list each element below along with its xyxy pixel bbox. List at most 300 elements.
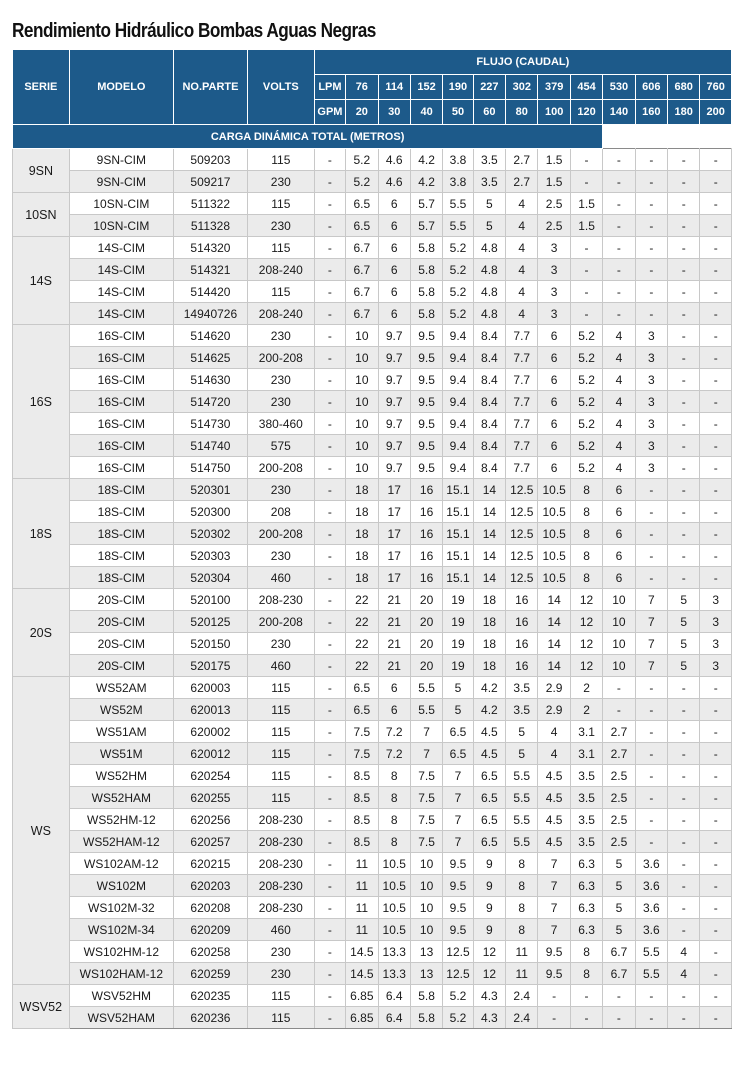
no-parte-cell: 509217 bbox=[174, 171, 248, 193]
flow-760-cell: - bbox=[700, 765, 732, 787]
flow-454-cell: - bbox=[570, 237, 602, 259]
flow-379-cell: 7 bbox=[538, 919, 570, 941]
table-row bbox=[13, 809, 732, 831]
volts-cell: 208-230 bbox=[247, 831, 314, 853]
flow-302-cell: 5.5 bbox=[506, 787, 538, 809]
flow-114-cell: 6 bbox=[378, 303, 410, 325]
flow-lpm-cell: - bbox=[314, 787, 345, 809]
flow-454-cell: 12 bbox=[570, 655, 602, 677]
no-parte-cell: 620208 bbox=[174, 897, 248, 919]
flow-760-cell: - bbox=[700, 171, 732, 193]
flow-227-cell: 4.3 bbox=[473, 985, 505, 1007]
flow-152-cell: 10 bbox=[410, 919, 442, 941]
flow-379-cell: 4.5 bbox=[538, 787, 570, 809]
flow-227-cell: 8.4 bbox=[473, 457, 505, 479]
flow-302-cell: 7.7 bbox=[506, 369, 538, 391]
no-parte-cell: 520301 bbox=[174, 479, 248, 501]
modelo-cell: 18S-CIM bbox=[69, 501, 173, 523]
flow-606-cell: - bbox=[635, 1007, 667, 1029]
flow-lpm-cell: - bbox=[314, 413, 345, 435]
flow-114-cell: 21 bbox=[378, 655, 410, 677]
flow-227-cell: 12 bbox=[473, 941, 505, 963]
modelo-cell: 9SN-CIM bbox=[69, 171, 173, 193]
table-row bbox=[13, 303, 732, 325]
table-row bbox=[13, 237, 732, 259]
flow-227-cell: 4.8 bbox=[473, 237, 505, 259]
flow-152-cell: 7.5 bbox=[410, 831, 442, 853]
flow-606-cell: 7 bbox=[635, 655, 667, 677]
flow-152-cell: 7.5 bbox=[410, 809, 442, 831]
flow-606-cell: 7 bbox=[635, 633, 667, 655]
modelo-cell: 18S-CIM bbox=[69, 545, 173, 567]
flow-530-cell: - bbox=[603, 149, 635, 171]
flow-530-cell: 4 bbox=[603, 369, 635, 391]
flow-lpm-cell: - bbox=[314, 479, 345, 501]
header-gpm-value: 160 bbox=[635, 100, 667, 125]
flow-530-cell: 10 bbox=[603, 655, 635, 677]
flow-680-cell: - bbox=[668, 897, 700, 919]
flow-760-cell: - bbox=[700, 809, 732, 831]
flow-227-cell: 8.4 bbox=[473, 347, 505, 369]
modelo-cell: 20S-CIM bbox=[69, 633, 173, 655]
no-parte-cell: 620002 bbox=[174, 721, 248, 743]
table-row bbox=[13, 479, 732, 501]
flow-302-cell: 12.5 bbox=[506, 545, 538, 567]
flow-379-cell: 10.5 bbox=[538, 501, 570, 523]
flow-454-cell: - bbox=[570, 303, 602, 325]
flow-530-cell: 5 bbox=[603, 853, 635, 875]
flow-lpm-cell: - bbox=[314, 743, 345, 765]
flow-114-cell: 21 bbox=[378, 611, 410, 633]
flow-606-cell: - bbox=[635, 809, 667, 831]
flow-760-cell: - bbox=[700, 391, 732, 413]
flow-lpm-cell: - bbox=[314, 523, 345, 545]
flow-454-cell: - bbox=[570, 985, 602, 1007]
table-row bbox=[13, 875, 732, 897]
modelo-cell: WS52HAM-12 bbox=[69, 831, 173, 853]
volts-cell: 208-230 bbox=[247, 897, 314, 919]
flow-227-cell: 6.5 bbox=[473, 787, 505, 809]
modelo-cell: WS51AM bbox=[69, 721, 173, 743]
flow-760-cell: - bbox=[700, 897, 732, 919]
flow-379-cell: 2.5 bbox=[538, 215, 570, 237]
flow-152-cell: 16 bbox=[410, 545, 442, 567]
flow-680-cell: - bbox=[668, 501, 700, 523]
flow-302-cell: 4 bbox=[506, 259, 538, 281]
flow-227-cell: 5 bbox=[473, 215, 505, 237]
flow-606-cell: - bbox=[635, 985, 667, 1007]
flow-606-cell: 3 bbox=[635, 391, 667, 413]
flow-114-cell: 21 bbox=[378, 589, 410, 611]
flow-680-cell: 4 bbox=[668, 963, 700, 985]
flow-530-cell: 6 bbox=[603, 567, 635, 589]
flow-76-cell: 10 bbox=[346, 435, 378, 457]
table-row bbox=[13, 391, 732, 413]
modelo-cell: 10SN-CIM bbox=[69, 215, 173, 237]
flow-454-cell: 3.1 bbox=[570, 721, 602, 743]
table-row bbox=[13, 369, 732, 391]
flow-680-cell: 5 bbox=[668, 611, 700, 633]
volts-cell: 380-460 bbox=[247, 413, 314, 435]
flow-lpm-cell: - bbox=[314, 391, 345, 413]
flow-190-cell: 19 bbox=[443, 589, 473, 611]
flow-760-cell: - bbox=[700, 479, 732, 501]
volts-cell: 230 bbox=[247, 941, 314, 963]
no-parte-cell: 514620 bbox=[174, 325, 248, 347]
table-row bbox=[13, 589, 732, 611]
header-serie: SERIE bbox=[13, 50, 70, 125]
modelo-cell: WS52M bbox=[69, 699, 173, 721]
flow-606-cell: - bbox=[635, 677, 667, 699]
table-row bbox=[13, 1007, 732, 1029]
flow-227-cell: 4.8 bbox=[473, 303, 505, 325]
flow-76-cell: 18 bbox=[346, 567, 378, 589]
flow-379-cell: 10.5 bbox=[538, 479, 570, 501]
volts-cell: 115 bbox=[247, 1007, 314, 1029]
flow-606-cell: 3.6 bbox=[635, 875, 667, 897]
flow-302-cell: 7.7 bbox=[506, 347, 538, 369]
flow-379-cell: 3 bbox=[538, 281, 570, 303]
flow-680-cell: - bbox=[668, 677, 700, 699]
flow-190-cell: 9.5 bbox=[443, 897, 473, 919]
flow-114-cell: 10.5 bbox=[378, 897, 410, 919]
flow-152-cell: 9.5 bbox=[410, 391, 442, 413]
volts-cell: 208-230 bbox=[247, 875, 314, 897]
flow-760-cell: - bbox=[700, 721, 732, 743]
flow-227-cell: 12 bbox=[473, 963, 505, 985]
modelo-cell: 16S-CIM bbox=[69, 369, 173, 391]
volts-cell: 208-230 bbox=[247, 589, 314, 611]
flow-454-cell: 2 bbox=[570, 699, 602, 721]
flow-379-cell: 6 bbox=[538, 325, 570, 347]
flow-379-cell: 4.5 bbox=[538, 831, 570, 853]
flow-114-cell: 17 bbox=[378, 567, 410, 589]
header-lpm-value: 227 bbox=[473, 75, 505, 100]
modelo-cell: 16S-CIM bbox=[69, 413, 173, 435]
serie-cell: 9SN bbox=[13, 149, 70, 193]
flow-680-cell: - bbox=[668, 743, 700, 765]
flow-379-cell: 7 bbox=[538, 897, 570, 919]
flow-530-cell: - bbox=[603, 171, 635, 193]
serie-cell: WS bbox=[13, 677, 70, 985]
flow-379-cell: 7 bbox=[538, 853, 570, 875]
flow-76-cell: 14.5 bbox=[346, 963, 378, 985]
modelo-cell: 16S-CIM bbox=[69, 391, 173, 413]
flow-190-cell: 15.1 bbox=[443, 545, 473, 567]
flow-lpm-cell: - bbox=[314, 193, 345, 215]
flow-114-cell: 17 bbox=[378, 479, 410, 501]
volts-cell: 230 bbox=[247, 633, 314, 655]
flow-190-cell: 7 bbox=[443, 809, 473, 831]
flow-152-cell: 4.2 bbox=[410, 149, 442, 171]
flow-760-cell: - bbox=[700, 985, 732, 1007]
flow-227-cell: 3.5 bbox=[473, 171, 505, 193]
flow-152-cell: 5.8 bbox=[410, 259, 442, 281]
modelo-cell: WS102M bbox=[69, 875, 173, 897]
flow-680-cell: - bbox=[668, 523, 700, 545]
volts-cell: 208-230 bbox=[247, 853, 314, 875]
flow-379-cell: 3 bbox=[538, 259, 570, 281]
flow-227-cell: 6.5 bbox=[473, 809, 505, 831]
flow-530-cell: - bbox=[603, 237, 635, 259]
flow-530-cell: 10 bbox=[603, 589, 635, 611]
flow-76-cell: 10 bbox=[346, 369, 378, 391]
serie-cell: 14S bbox=[13, 237, 70, 325]
serie-cell: 16S bbox=[13, 325, 70, 479]
flow-530-cell: - bbox=[603, 985, 635, 1007]
flow-760-cell: - bbox=[700, 743, 732, 765]
volts-cell: 460 bbox=[247, 655, 314, 677]
flow-302-cell: 7.7 bbox=[506, 457, 538, 479]
flow-190-cell: 15.1 bbox=[443, 479, 473, 501]
flow-530-cell: 6 bbox=[603, 545, 635, 567]
flow-152-cell: 9.5 bbox=[410, 413, 442, 435]
flow-190-cell: 9.5 bbox=[443, 919, 473, 941]
flow-lpm-cell: - bbox=[314, 677, 345, 699]
flow-190-cell: 9.4 bbox=[443, 391, 473, 413]
volts-cell: 230 bbox=[247, 479, 314, 501]
flow-lpm-cell: - bbox=[314, 435, 345, 457]
flow-680-cell: - bbox=[668, 721, 700, 743]
flow-190-cell: 5.2 bbox=[443, 985, 473, 1007]
flow-379-cell: 10.5 bbox=[538, 567, 570, 589]
flow-152-cell: 20 bbox=[410, 611, 442, 633]
flow-lpm-cell: - bbox=[314, 897, 345, 919]
no-parte-cell: 514320 bbox=[174, 237, 248, 259]
flow-76-cell: 6.5 bbox=[346, 699, 378, 721]
flow-114-cell: 6 bbox=[378, 237, 410, 259]
flow-lpm-cell: - bbox=[314, 545, 345, 567]
flow-454-cell: 3.5 bbox=[570, 809, 602, 831]
flow-190-cell: 7 bbox=[443, 765, 473, 787]
flow-lpm-cell: - bbox=[314, 765, 345, 787]
flow-760-cell: - bbox=[700, 193, 732, 215]
flow-lpm-cell: - bbox=[314, 1007, 345, 1029]
flow-680-cell: - bbox=[668, 765, 700, 787]
flow-454-cell: 8 bbox=[570, 501, 602, 523]
flow-227-cell: 8.4 bbox=[473, 391, 505, 413]
flow-302-cell: 5 bbox=[506, 743, 538, 765]
flow-76-cell: 22 bbox=[346, 633, 378, 655]
flow-302-cell: 11 bbox=[506, 941, 538, 963]
flow-680-cell: - bbox=[668, 193, 700, 215]
header-gpm-value: 100 bbox=[538, 100, 570, 125]
flow-lpm-cell: - bbox=[314, 215, 345, 237]
modelo-cell: 16S-CIM bbox=[69, 347, 173, 369]
flow-606-cell: - bbox=[635, 721, 667, 743]
flow-227-cell: 14 bbox=[473, 523, 505, 545]
no-parte-cell: 620203 bbox=[174, 875, 248, 897]
volts-cell: 115 bbox=[247, 281, 314, 303]
flow-606-cell: - bbox=[635, 501, 667, 523]
flow-152-cell: 13 bbox=[410, 941, 442, 963]
no-parte-cell: 520125 bbox=[174, 611, 248, 633]
flow-lpm-cell: - bbox=[314, 303, 345, 325]
flow-760-cell: 3 bbox=[700, 633, 732, 655]
modelo-cell: WS52HM bbox=[69, 765, 173, 787]
serie-cell: WSV52 bbox=[13, 985, 70, 1029]
flow-530-cell: - bbox=[603, 259, 635, 281]
header-lpm-value: 606 bbox=[635, 75, 667, 100]
flow-302-cell: 5.5 bbox=[506, 765, 538, 787]
flow-227-cell: 14 bbox=[473, 545, 505, 567]
flow-454-cell: 5.2 bbox=[570, 413, 602, 435]
flow-454-cell: 6.3 bbox=[570, 875, 602, 897]
flow-680-cell: - bbox=[668, 149, 700, 171]
flow-227-cell: 8.4 bbox=[473, 413, 505, 435]
flow-606-cell: 3 bbox=[635, 457, 667, 479]
modelo-cell: 18S-CIM bbox=[69, 523, 173, 545]
flow-680-cell: - bbox=[668, 325, 700, 347]
flow-302-cell: 16 bbox=[506, 633, 538, 655]
flow-152-cell: 16 bbox=[410, 523, 442, 545]
flow-152-cell: 7 bbox=[410, 721, 442, 743]
flow-454-cell: 5.2 bbox=[570, 369, 602, 391]
flow-190-cell: 6.5 bbox=[443, 743, 473, 765]
table-row bbox=[13, 963, 732, 985]
flow-379-cell: 14 bbox=[538, 633, 570, 655]
modelo-cell: 14S-CIM bbox=[69, 259, 173, 281]
flow-lpm-cell: - bbox=[314, 501, 345, 523]
flow-379-cell: 2.5 bbox=[538, 193, 570, 215]
table-row bbox=[13, 831, 732, 853]
flow-606-cell: - bbox=[635, 149, 667, 171]
flow-379-cell: 2.9 bbox=[538, 699, 570, 721]
flow-454-cell: 12 bbox=[570, 611, 602, 633]
flow-379-cell: 9.5 bbox=[538, 963, 570, 985]
flow-114-cell: 9.7 bbox=[378, 369, 410, 391]
flow-680-cell: - bbox=[668, 853, 700, 875]
flow-454-cell: 6.3 bbox=[570, 897, 602, 919]
flow-606-cell: - bbox=[635, 237, 667, 259]
flow-190-cell: 12.5 bbox=[443, 941, 473, 963]
flow-606-cell: - bbox=[635, 765, 667, 787]
flow-lpm-cell: - bbox=[314, 941, 345, 963]
flow-530-cell: - bbox=[603, 303, 635, 325]
flow-76-cell: 5.2 bbox=[346, 149, 378, 171]
flow-190-cell: 9.5 bbox=[443, 875, 473, 897]
flow-152-cell: 7 bbox=[410, 743, 442, 765]
flow-lpm-cell: - bbox=[314, 369, 345, 391]
page-title: Rendimiento Hidráulico Bombas Aguas Negras bbox=[12, 20, 376, 42]
volts-cell: 230 bbox=[247, 215, 314, 237]
modelo-cell: 18S-CIM bbox=[69, 479, 173, 501]
volts-cell: 230 bbox=[247, 369, 314, 391]
flow-152-cell: 20 bbox=[410, 633, 442, 655]
modelo-cell: WS102HAM-12 bbox=[69, 963, 173, 985]
no-parte-cell: 514720 bbox=[174, 391, 248, 413]
no-parte-cell: 14940726 bbox=[174, 303, 248, 325]
flow-76-cell: 5.2 bbox=[346, 171, 378, 193]
volts-cell: 200-208 bbox=[247, 457, 314, 479]
header-gpm-value: 40 bbox=[410, 100, 442, 125]
flow-530-cell: 5 bbox=[603, 875, 635, 897]
flow-760-cell: - bbox=[700, 787, 732, 809]
flow-454-cell: 3.5 bbox=[570, 831, 602, 853]
no-parte-cell: 620259 bbox=[174, 963, 248, 985]
flow-190-cell: 5.2 bbox=[443, 259, 473, 281]
no-parte-cell: 514730 bbox=[174, 413, 248, 435]
flow-227-cell: 5 bbox=[473, 193, 505, 215]
flow-379-cell: 2.9 bbox=[538, 677, 570, 699]
flow-760-cell: - bbox=[700, 303, 732, 325]
table-row bbox=[13, 941, 732, 963]
flow-760-cell: - bbox=[700, 457, 732, 479]
flow-114-cell: 9.7 bbox=[378, 413, 410, 435]
flow-227-cell: 4.5 bbox=[473, 721, 505, 743]
flow-454-cell: 12 bbox=[570, 589, 602, 611]
flow-114-cell: 21 bbox=[378, 633, 410, 655]
flow-152-cell: 5.8 bbox=[410, 303, 442, 325]
flow-379-cell: 4 bbox=[538, 743, 570, 765]
no-parte-cell: 514625 bbox=[174, 347, 248, 369]
flow-606-cell: 3.6 bbox=[635, 853, 667, 875]
flow-76-cell: 22 bbox=[346, 589, 378, 611]
no-parte-cell: 520100 bbox=[174, 589, 248, 611]
flow-530-cell: 6 bbox=[603, 523, 635, 545]
flow-379-cell: 3 bbox=[538, 237, 570, 259]
flow-530-cell: 6.7 bbox=[603, 963, 635, 985]
flow-302-cell: 16 bbox=[506, 655, 538, 677]
table-row bbox=[13, 655, 732, 677]
flow-454-cell: 12 bbox=[570, 633, 602, 655]
no-parte-cell: 620003 bbox=[174, 677, 248, 699]
volts-cell: 208-230 bbox=[247, 809, 314, 831]
flow-454-cell: 8 bbox=[570, 523, 602, 545]
flow-114-cell: 6.4 bbox=[378, 985, 410, 1007]
no-parte-cell: 511322 bbox=[174, 193, 248, 215]
flow-114-cell: 7.2 bbox=[378, 743, 410, 765]
flow-152-cell: 9.5 bbox=[410, 325, 442, 347]
header-gpm-label: GPM bbox=[314, 100, 345, 125]
table-row bbox=[13, 897, 732, 919]
flow-760-cell: - bbox=[700, 853, 732, 875]
no-parte-cell: 520304 bbox=[174, 567, 248, 589]
flow-302-cell: 3.5 bbox=[506, 677, 538, 699]
header-lpm-value: 760 bbox=[700, 75, 732, 100]
flow-302-cell: 16 bbox=[506, 589, 538, 611]
modelo-cell: 16S-CIM bbox=[69, 457, 173, 479]
flow-680-cell: - bbox=[668, 215, 700, 237]
flow-379-cell: 7 bbox=[538, 875, 570, 897]
table-row bbox=[13, 611, 732, 633]
no-parte-cell: 620236 bbox=[174, 1007, 248, 1029]
flow-680-cell: - bbox=[668, 875, 700, 897]
header-gpm-value: 200 bbox=[700, 100, 732, 125]
flow-76-cell: 6.7 bbox=[346, 303, 378, 325]
flow-227-cell: 14 bbox=[473, 479, 505, 501]
flow-680-cell: - bbox=[668, 809, 700, 831]
flow-190-cell: 9.4 bbox=[443, 369, 473, 391]
flow-76-cell: 18 bbox=[346, 501, 378, 523]
header-lpm-label: LPM bbox=[314, 75, 345, 100]
modelo-cell: WS102HM-12 bbox=[69, 941, 173, 963]
flow-lpm-cell: - bbox=[314, 831, 345, 853]
flow-114-cell: 7.2 bbox=[378, 721, 410, 743]
flow-760-cell: - bbox=[700, 237, 732, 259]
modelo-cell: WS52HM-12 bbox=[69, 809, 173, 831]
modelo-cell: 20S-CIM bbox=[69, 611, 173, 633]
flow-379-cell: 1.5 bbox=[538, 171, 570, 193]
flow-760-cell: - bbox=[700, 501, 732, 523]
flow-152-cell: 13 bbox=[410, 963, 442, 985]
flow-190-cell: 5.2 bbox=[443, 1007, 473, 1029]
flow-760-cell: - bbox=[700, 545, 732, 567]
no-parte-cell: 620257 bbox=[174, 831, 248, 853]
flow-227-cell: 18 bbox=[473, 633, 505, 655]
flow-114-cell: 6 bbox=[378, 281, 410, 303]
flow-190-cell: 19 bbox=[443, 611, 473, 633]
